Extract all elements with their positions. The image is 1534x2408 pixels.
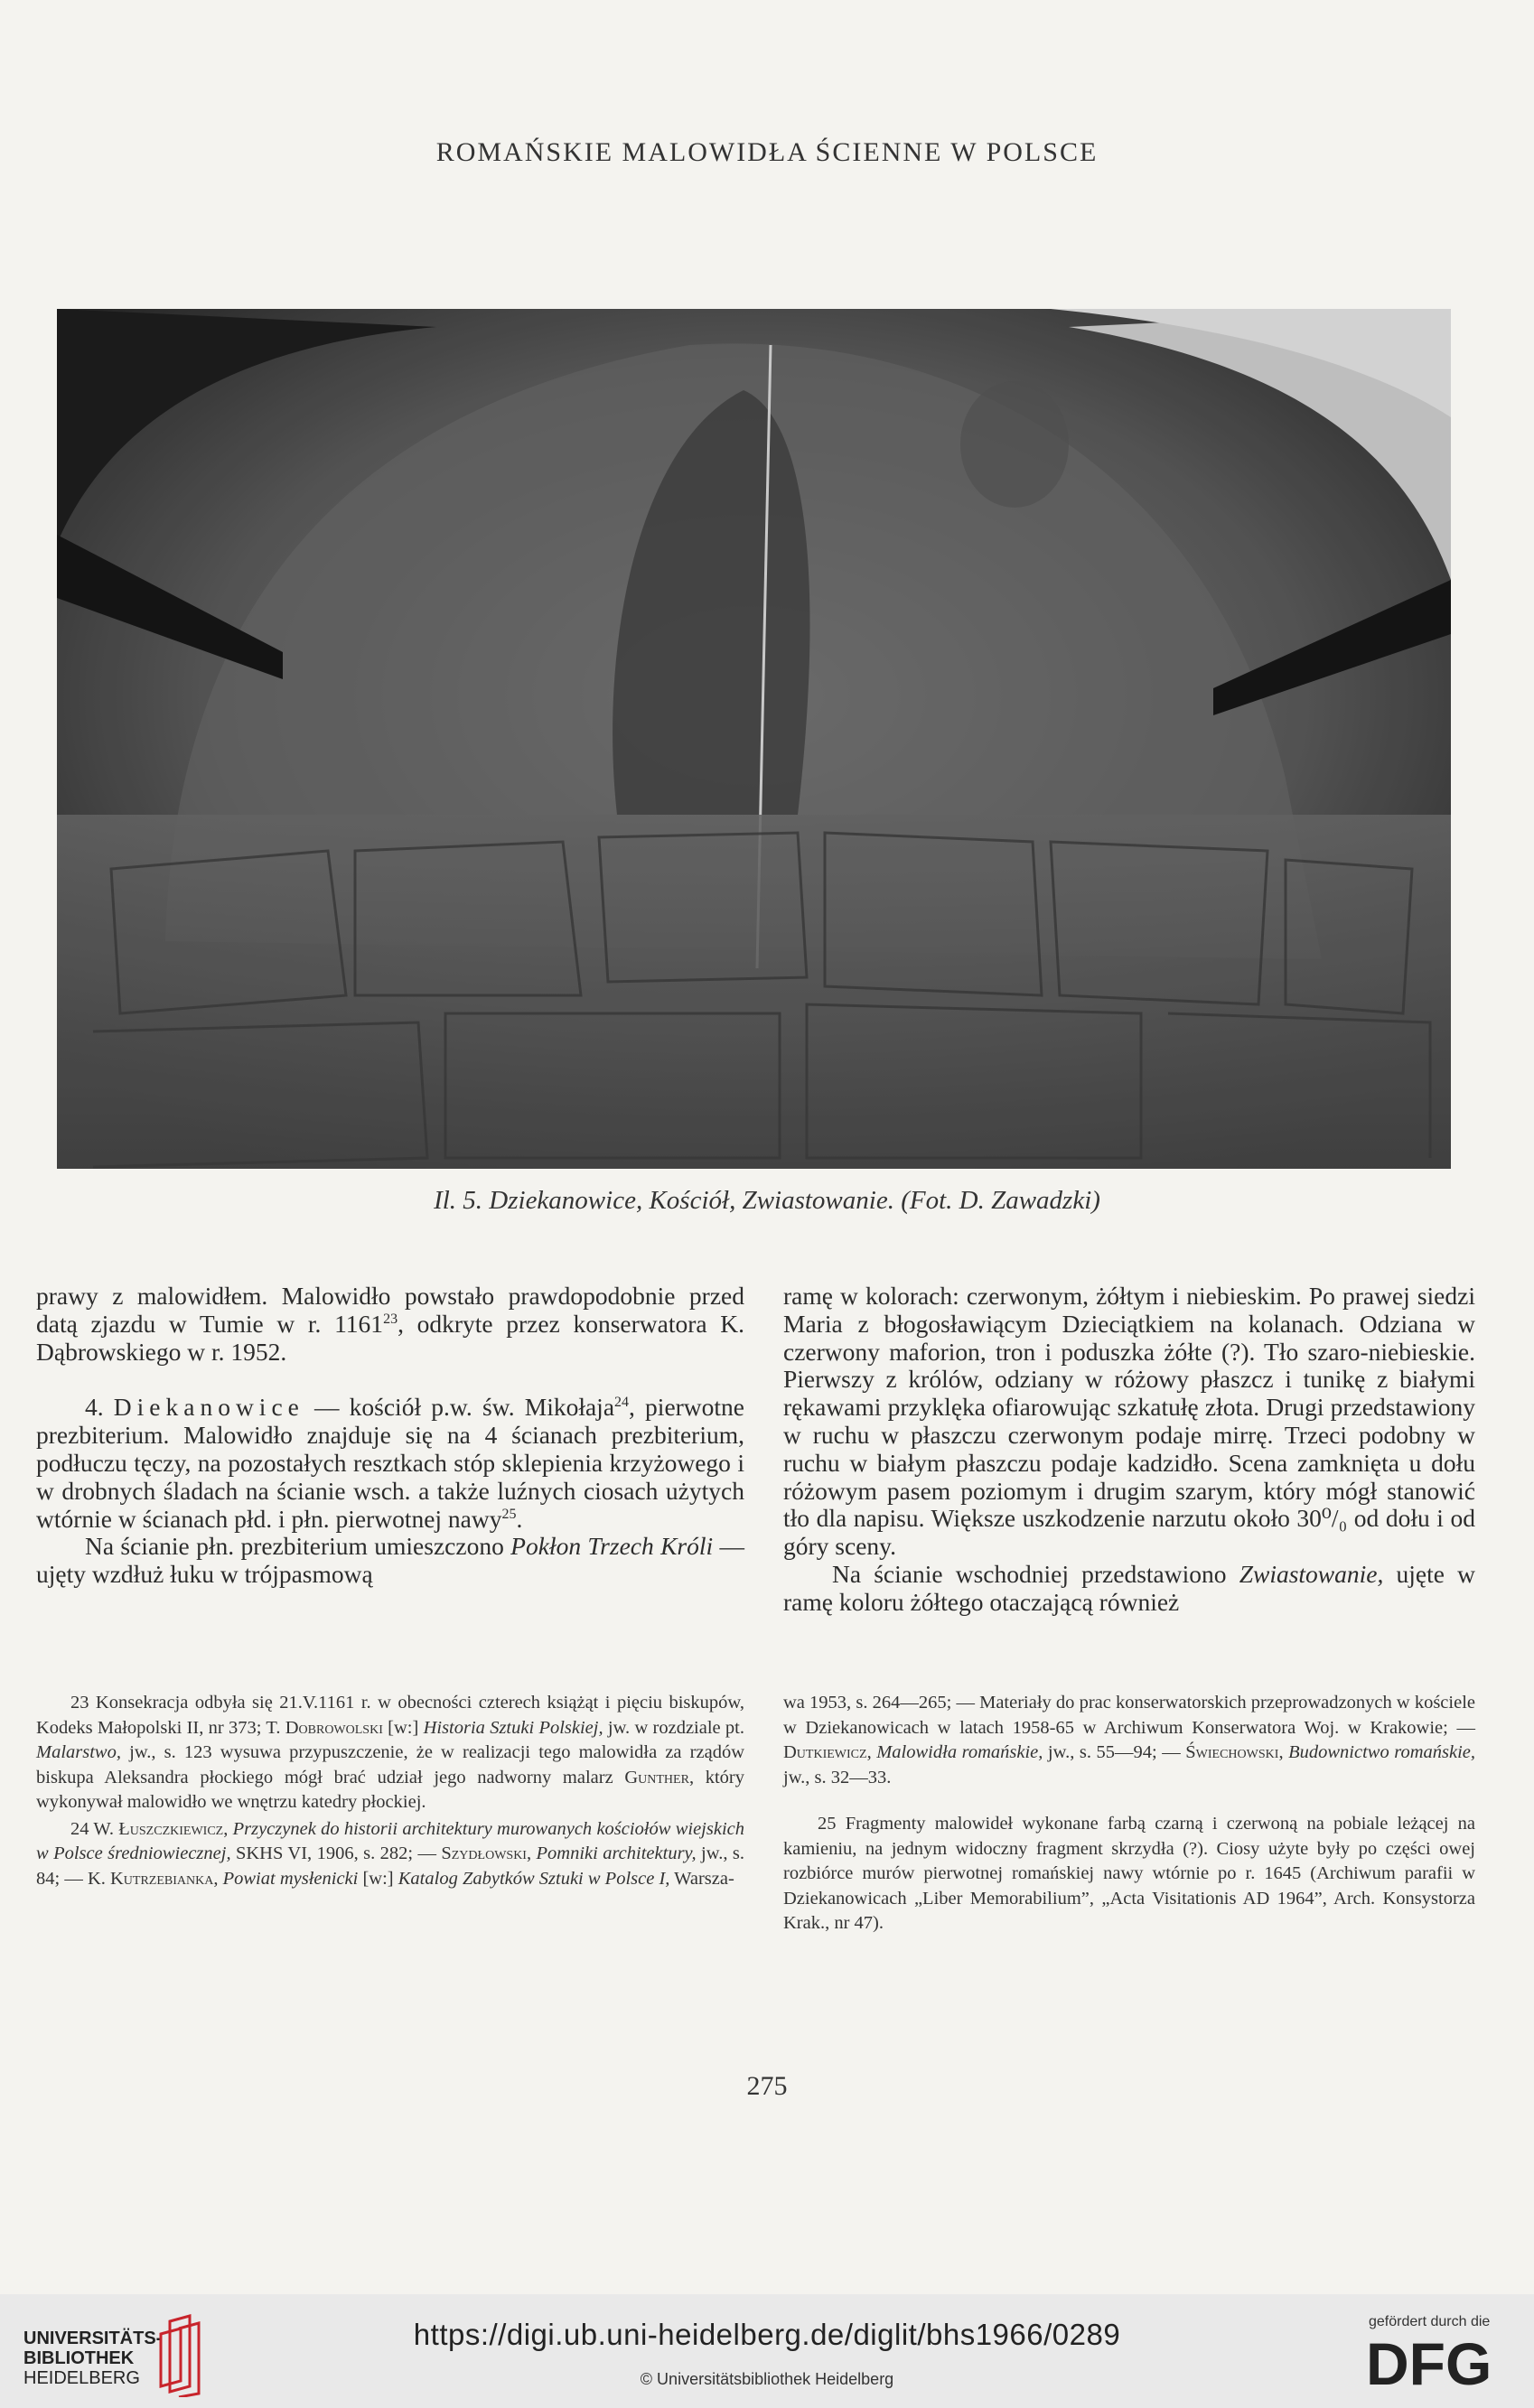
dfg-logo-icon[interactable] [1364, 2334, 1516, 2392]
funding-label: gefördert durch die [1369, 2314, 1491, 2329]
library-name-line: BIBLIOTHEK [23, 2348, 135, 2368]
work-title: Katalog Zabytków Sztuki w Polsce I, [398, 1868, 670, 1889]
text-run: jw., s. 55—94; — [1043, 1742, 1186, 1762]
figure-caption: Il. 5. Dziekanowice, Kościół, Zwiastowanie. (Fot. D. Zawadzki) [434, 1186, 1100, 1215]
text-run: , [1278, 1742, 1289, 1762]
place-name: Diekanowice [113, 1393, 304, 1422]
scene-title: Pokłon Trzech Króli [510, 1532, 714, 1561]
text-run: , [526, 1843, 537, 1863]
text-run: Konsekracja odbyła się 21.V.1161 r. w obecności czterech książąt i pięciu biskupów, Kodeks Małopolski II, nr 373; T. [36, 1693, 744, 1738]
text-run: Fragmenty malowideł wykonane farbą czarną i czerwoną na pobiale leżącej na kamieniu, na jednym widoczny fragment skrzydła (?). Ciosy użyte były po części owej rozbiórce murów pierwotnej romańskiej nawy wtórnie po r. 1645 (Archiwum parafii w Dziekanowicach „Liber Memorabilium”, „Acta Visitationis AD 1964”, Arch. Konsystorza Krak., nr 47). [783, 1814, 1475, 1933]
footnote-ref-25: 25 [501, 1506, 517, 1522]
text-run: , [223, 1818, 233, 1839]
text-run: Warsza- [669, 1868, 734, 1889]
viewer-footer [0, 2294, 1534, 2408]
footnotes-right [783, 1691, 1475, 1938]
paragraph-continued [36, 1283, 744, 1366]
work-title: Powiat mysłenicki [222, 1868, 359, 1889]
footnote-23 [36, 1691, 744, 1815]
body-column-left [36, 1283, 744, 1589]
footnote-ref-23: 23 [383, 1311, 398, 1327]
text-run: [w:] [382, 1717, 424, 1738]
work-title: Historia Sztuki Polskiej, [423, 1717, 603, 1738]
paragraph-continued-right: ramę w kolorach: czerwonym, żółtym i niebieskim. Po prawej siedzi Maria z błogosławiącym Dzieciątkiem na kolanach. Odziana w czerwony maforion, tron i poduszka żółte (?). Tło szaro-niebieskie. Pierwszy z królów, odziany w różowy płaszcz i tunikę z białymi rękawami przyklęka ofiarowując szkatułę złota. Drugi przedstawiony w ruchu w płaszczu czerwonym podaje mirrę. Trzeci podobny w ruchu w białym płaszczu podaje kadzidło. Scena zamknięta u dołu różowym pasem poziomym i drugim szarym, który mógł stanowić tło dla napisu. Większe uszkodzenie narzutu około 30⁰/₀ od dołu i od góry sceny. [783, 1282, 1475, 1561]
author-name: Dutkiewicz [783, 1742, 867, 1762]
text-run: , [866, 1742, 877, 1762]
footnote-number: 25 [818, 1814, 837, 1834]
footnote-24 [36, 1817, 744, 1892]
dfg-logo-text: DFG [1366, 2334, 1492, 2392]
fresco-photograph [57, 309, 1451, 1169]
author-name: Szydłowski [441, 1843, 527, 1863]
footnote-25 [783, 1812, 1475, 1937]
footnote-number: 23 [70, 1693, 89, 1713]
footnote-number: 24 [70, 1818, 89, 1839]
paragraph-north-wall [36, 1533, 744, 1589]
author-name: Świechowski [1185, 1742, 1279, 1762]
library-name-line: UNIVERSITÄTS- [23, 2329, 163, 2348]
permalink-url[interactable]: https://digi.ub.uni-heidelberg.de/diglit/bhs1966/0289 [413, 2318, 1121, 2351]
text-run: . [516, 1504, 523, 1533]
footnote-ref-24: 24 [614, 1395, 630, 1411]
paragraph-dziekanowice [36, 1394, 744, 1533]
text-run: , pierwotne prezbiterium. Malowidło znajduje się na 4 ścianach prezbiterium, podłuczu tęczy, na pozostałych resztkach stóp sklepienia krzyżowego i w drobnych śladach na ścianie wsch. a także luźnych ciosach użytych wtórnie w ścianach płd. i płn. pierwotnej nawy [36, 1393, 745, 1533]
text-run: Na ścianie płn. prezbiterium umieszczono [85, 1532, 511, 1561]
item-number: 4. [85, 1393, 104, 1422]
text-run: jw., s. 123 wysuwa przypuszczenie, że w realizacji tego malowidła za rządów biskupa Aleksandra płockiego mógł brać udział jego nadworny malarz [36, 1742, 744, 1787]
text-run: — ujęty wzdłuż łuku w trójpasmową [36, 1532, 745, 1589]
scene-title: Zwiastowanie, [1239, 1559, 1384, 1588]
text-run: jw., s. 32—33. [783, 1767, 892, 1787]
text-run: , [213, 1868, 223, 1889]
text-run: jw. w rozdziale pt. [603, 1717, 744, 1738]
work-title: Przyczynek do historii architektury murowanych kościołów wiejskich w Polsce średniowiecznej, [36, 1818, 744, 1863]
text-run: SKHS VI, 1906, s. 282; — [230, 1843, 442, 1863]
text-run: wa 1953, s. 264—265; — Materiały do prac konserwatorskich przeprowadzonych w kościele w Dziekanowicach w latach 1958-65 w Archiwum Konserwatora Woj. w Krakowie; — [783, 1693, 1475, 1738]
author-name: Dobrowolski [285, 1717, 383, 1738]
footnote-24-continued [783, 1691, 1475, 1790]
text-run: — kościół p.w. św. Mikołaja [304, 1393, 615, 1422]
paragraph-east-wall [783, 1561, 1475, 1617]
text-run: [w:] [358, 1868, 398, 1889]
body-column-right [783, 1283, 1475, 1617]
work-title: Malowidła romańskie, [876, 1742, 1043, 1762]
text-run: prawy z malowidłem. Malowidło powstało prawdopodobnie przed datą zjazdu w Tumie w r. 1161 [36, 1282, 744, 1338]
text-run: , odkryte przez konserwatora K. Dąbrowskiego w r. 1952. [36, 1309, 744, 1366]
author-name: Kutrzebianka [110, 1868, 214, 1889]
running-head: ROMAŃSKIE MALOWIDŁA ŚCIENNE W POLSCE [435, 137, 1099, 167]
text-run: W. [89, 1818, 119, 1839]
text-run: , który wykonywał malowidło we wnętrzu katedry płockiej. [36, 1767, 744, 1812]
fresco-photo-image [57, 309, 1451, 1169]
text-run: ujęte w ramę koloru żółtego otaczającą również [783, 1559, 1475, 1616]
footnotes-left [36, 1691, 744, 1893]
author-name: Łuszczkiewicz [118, 1818, 224, 1839]
copyright-notice: © Universitätsbibliothek Heidelberg [640, 2370, 894, 2388]
work-title: Budownictwo romańskie, [1288, 1742, 1476, 1762]
work-title: Malarstwo, [36, 1742, 121, 1762]
page-number: 275 [746, 2071, 788, 2101]
text-run: jw., s. 84; — K. [36, 1843, 744, 1889]
work-title: Pomniki architektury, [536, 1843, 697, 1863]
library-name-line: HEIDELBERG [23, 2368, 140, 2388]
author-name: Gunther [624, 1767, 689, 1787]
text-run: Na ścianie wschodniej przedstawiono [832, 1559, 1239, 1588]
